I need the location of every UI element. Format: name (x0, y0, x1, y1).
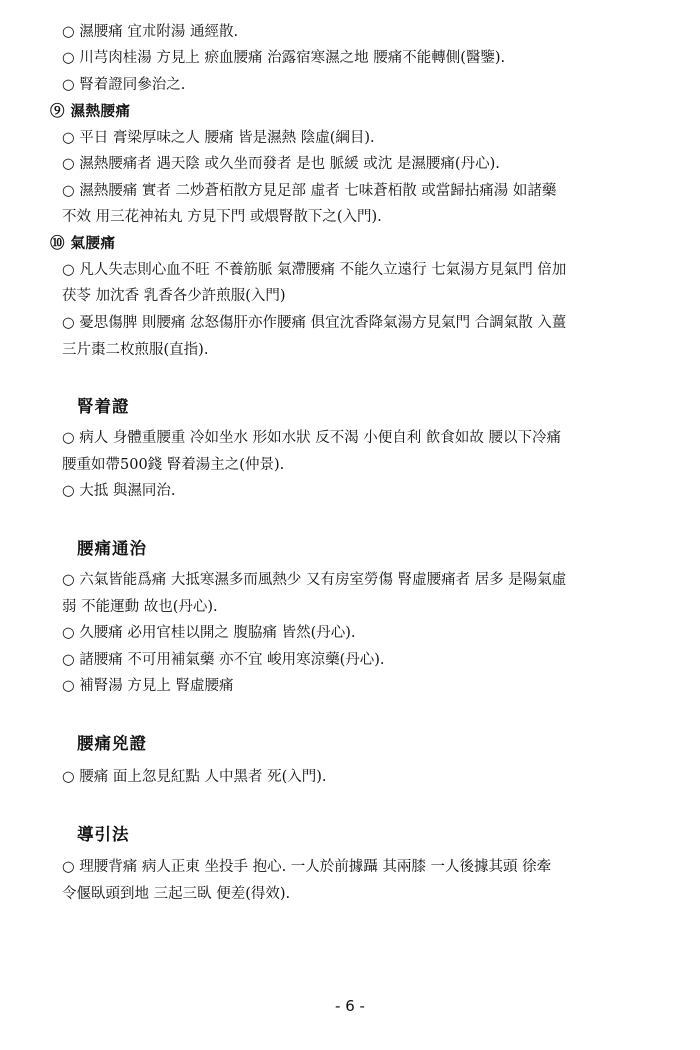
text-line: ○ 補腎湯 方見上 腎虛腰痛 (62, 678, 234, 694)
text-line: ○ 濕熱腰痛 實者 二炒蒼栢散方見足部 虛者 七味蒼栢散 或當歸拈痛湯 如諸藥 (62, 183, 557, 199)
text-line: ○ 川芎肉桂湯 方見上 瘀血腰痛 治露宿寒濕之地 腰痛不能轉側(醫鑒). (62, 50, 506, 66)
page-number: - 6 - (335, 997, 365, 1015)
text-line: 腰重如帶500錢 腎着湯主之(仲景). (62, 457, 285, 473)
text-line: 不效 用三花神祐丸 方見下門 或煨腎散下之(入門). (62, 209, 382, 225)
text-line: ○ 腎着證同參治之. (62, 77, 186, 93)
text-line: ○ 病人 身體重腰重 冷如坐水 形如水狀 反不渴 小便自利 飮食如故 腰以下冷痛 (62, 430, 562, 446)
subsection-title-damp-heat-lumbago: ⑨ 濕熱腰痛 (50, 103, 131, 120)
text-line: 弱 不能運動 故也(丹心). (62, 599, 218, 615)
heading-fatal-signs: 腰痛兇證 (77, 734, 147, 753)
heading-general-treatment: 腰痛通治 (77, 539, 147, 558)
text-line: ○ 久腰痛 必用官桂以開之 腹脇痛 皆然(丹心). (62, 625, 356, 641)
text-line: ○ 大抵 與濕同治. (62, 483, 176, 499)
text-line: ○ 平日 膏梁厚味之人 腰痛 皆是濕熱 陰虛(綱目). (62, 130, 375, 146)
text-line: ○ 凡人失志則心血不旺 不養筋脈 氣滯腰痛 不能久立遠行 七氣湯方見氣門 倍加 (62, 262, 567, 278)
text-line: ○ 理腰背痛 病人正東 坐投手 抱心. 一人於前據躡 其兩膝 一人後據其頭 徐牽 (62, 859, 552, 875)
heading-kidney-fixation: 腎着證 (77, 397, 130, 416)
subsection-title-qi-lumbago: ⑩ 氣腰痛 (50, 235, 116, 252)
text-line: ○ 憂思傷脾 則腰痛 忿怒傷肝亦作腰痛 俱宜沈香降氣湯方見氣門 合調氣散 入薑 (62, 315, 567, 331)
text-line: 茯苓 加沈香 乳香各少許煎服(入門) (62, 288, 286, 304)
text-line: ○ 腰痛 面上忽見紅點 人中黑者 死(入門). (62, 769, 327, 785)
text-line: 令偃臥頭到地 三起三臥 便差(得效). (62, 886, 291, 902)
text-line: 三片棗二枚煎服(直指). (62, 342, 209, 358)
heading-daoyin-method: 導引法 (77, 825, 130, 844)
text-line: ○ 濕腰痛 宜朮附湯 通經散. (62, 24, 239, 40)
text-line: ○ 諸腰痛 不可用補氣藥 亦不宜 峻用寒涼藥(丹心). (62, 652, 385, 668)
text-line: ○ 濕熱腰痛者 遇天陰 或久坐而發者 是也 脈緩 或沈 是濕腰痛(丹心). (62, 156, 500, 172)
text-line: ○ 六氣皆能爲痛 大抵寒濕多而風熱少 又有房室勞傷 腎虛腰痛者 居多 是陽氣虛 (62, 572, 567, 588)
